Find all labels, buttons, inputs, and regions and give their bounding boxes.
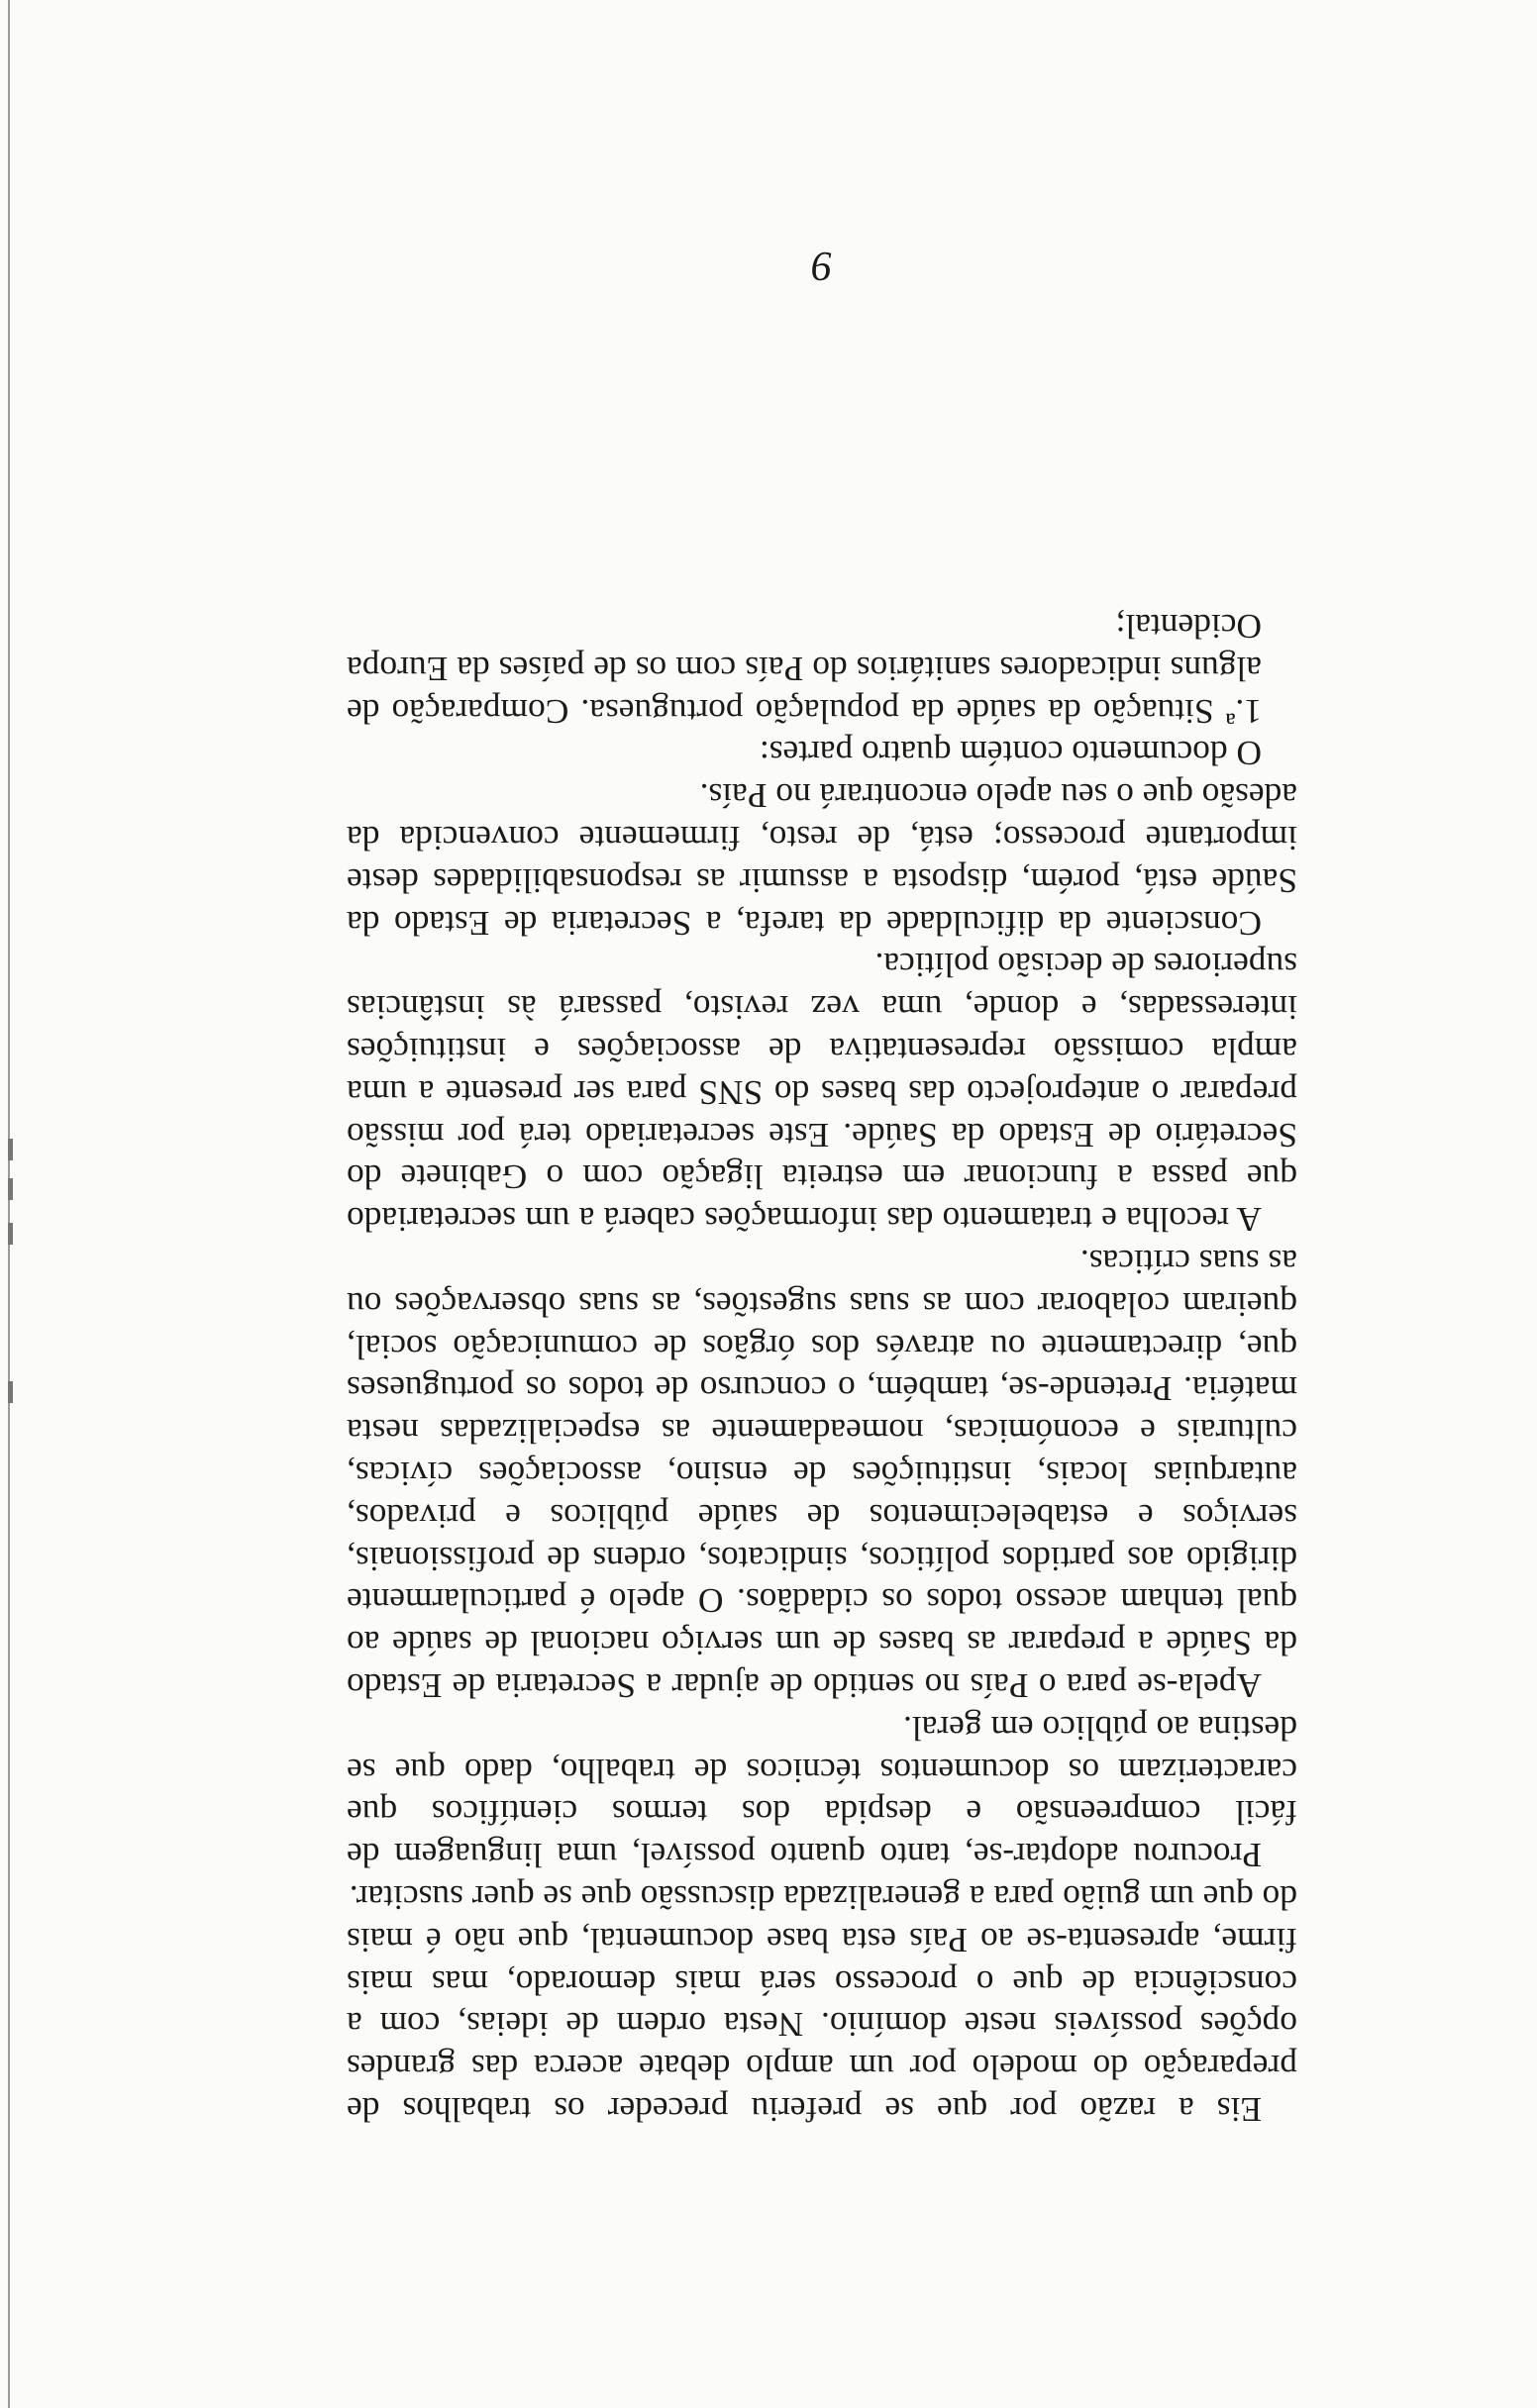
- edge-mark: [8, 1139, 13, 1160]
- paragraph: Apela-se para o País no sentido de ajudar a Secretaria de Estado da Saúde a preparar as bases de um serviço nacional de saúde ao qual tenham acesso todos os cidadãos. O apelo é particularmente dirigido aos partidos políticos, sindicatos, ordens de profissionais, serviços e estabelecimentos de saúde públicos e privados, autarquias locais, instituições de ensino, associações cívicas, culturais e económicas, nomeadamente as especializadas nesta matéria. Pretende-se, também, o concurso de todos os portugueses que, directamente ou através dos órgãos de comunicação social, queiram colaborar com as suas sugestões, as suas observações ou as suas críticas.: [347, 1243, 1297, 1707]
- edge-mark: [8, 1381, 13, 1403]
- list-item: 1.ª Situação da saúde da população portuguesa. Comparação de alguns indicadores sanitários do País com os de países da Europa Ocidental;: [347, 607, 1262, 732]
- edge-mark: [8, 1178, 13, 1200]
- page-number: 9: [811, 243, 833, 288]
- paragraph: Procurou adoptar-se, tanto quanto possível, uma linguagem de fácil compreensão e despida dos termos científicos que caracterizam os documentos técnicos de trabalho, dado que se destina ao público em geral.: [347, 1708, 1297, 1876]
- edge-mark: [8, 1223, 13, 1245]
- paragraph: Consciente da dificuldade da tarefa, a Secretaria de Estado da Saúde está, porém, disposta a assumir as responsabilidades deste importante processo; está, de resto, firmemente convencida da adesão que o seu apelo encontrará no País.: [347, 776, 1297, 944]
- page-edge-line: [8, 0, 10, 2408]
- paragraph: Eis a razão por que se preferiu preceder os trabalhos de preparação do modelo por um amplo debate acerca das grandes opções possíveis neste domínio. Nesta ordem de ideias, com a consciência de que o processo será mais demorado, mas mais firme, apresenta-se ao País esta base documental, que não é mais do que um guião para a generalizada discussão que se quer suscitar.: [347, 1878, 1297, 2130]
- scanned-page-upside-down: [347, 150, 1297, 2210]
- paragraph: A recolha e tratamento das informações caberá a um secretariado que passa a funcionar em estreita ligação com o Gabinete do Secretário de Estado da Saúde. Este secretariado terá por missão preparar o anteprojecto das bases do SNS para ser presente a uma ampla comissão representativa de associações e instituições interessadas, e donde, uma vez revisto, passará às instâncias superiores de decisão política.: [347, 946, 1297, 1241]
- paragraph: O documento contém quatro partes:: [759, 734, 1262, 774]
- body-text: [347, 605, 1297, 2131]
